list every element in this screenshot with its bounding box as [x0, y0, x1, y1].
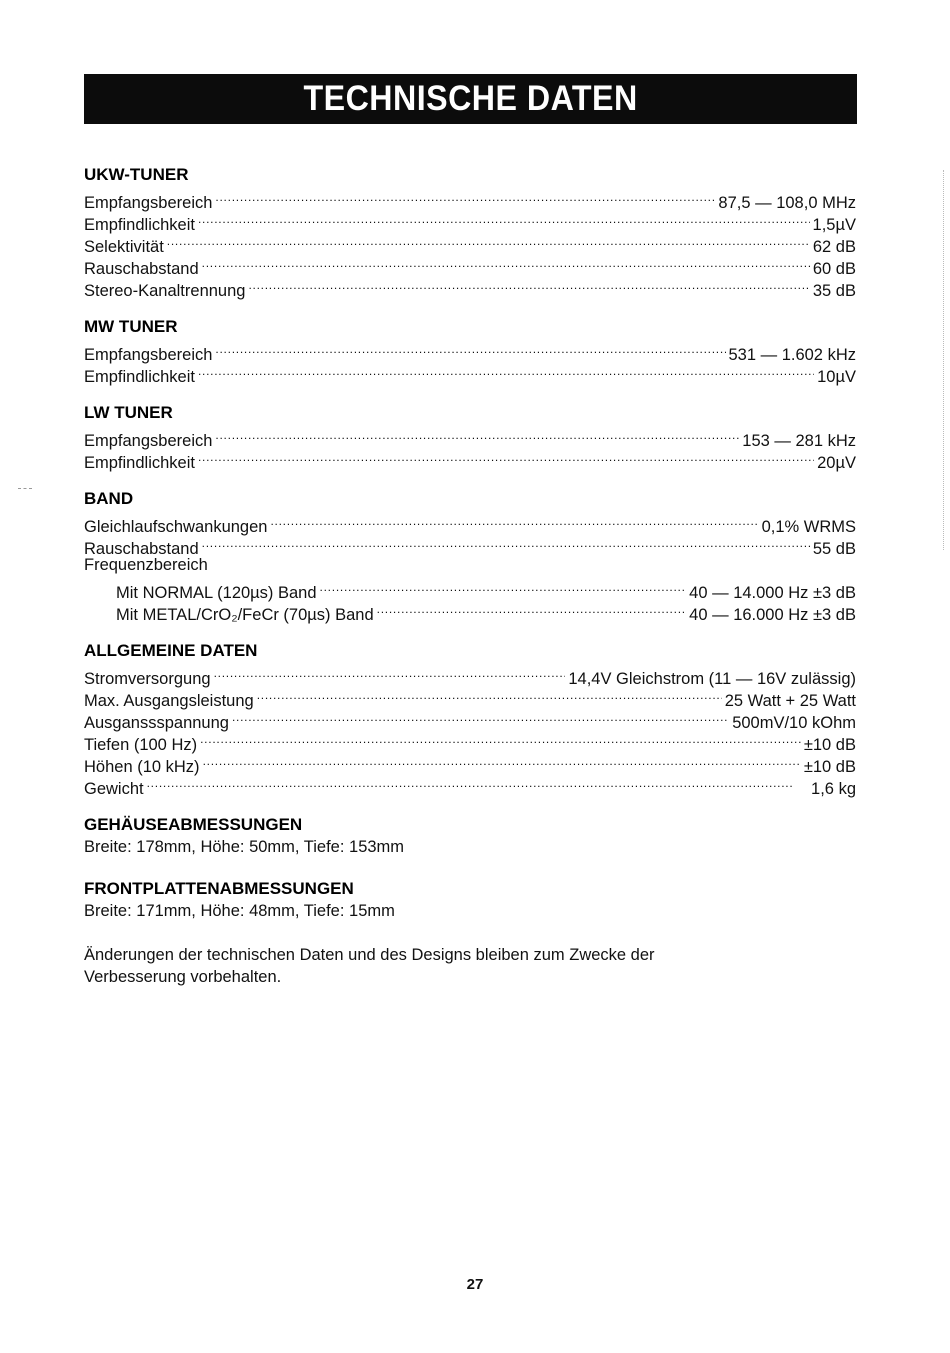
spec-label: Selektivität [84, 238, 164, 256]
dot-leader [202, 252, 810, 274]
spec-content [84, 164, 856, 1008]
spec-value: 10µV [817, 368, 856, 386]
dot-leader [377, 598, 687, 620]
dimensions-text: Breite: 178mm, Höhe: 50mm, Tiefe: 153mm [84, 838, 405, 856]
spec-label: Empfangsbereich [84, 194, 213, 212]
spec-value: 0,1% WRMS [761, 518, 856, 536]
spec-value: 20µV [817, 454, 856, 472]
dot-leader [202, 532, 810, 554]
spec-value: 500mV/10 kOhm [732, 714, 856, 732]
spec-label: Rauschabstand [84, 260, 199, 278]
scan-edge-marks [941, 170, 944, 550]
spec-value: 40 — 16.000 Hz ±3 dB [689, 606, 856, 624]
spec-value: ±10 dB [803, 758, 856, 776]
dot-leader [270, 510, 758, 532]
section-ukw-tuner [84, 164, 856, 300]
spec-label: Empfangsbereich [84, 346, 213, 364]
spec-label: Mit METAL/CrO₂/FeCr (70µs) Band [116, 606, 374, 624]
dot-leader [147, 772, 808, 794]
spec-label: Höhen (10 kHz) [84, 758, 200, 776]
section-heading: BAND [84, 489, 134, 508]
spec-value: 531 — 1.602 kHz [728, 346, 856, 364]
spec-row [84, 662, 856, 688]
dot-leader [214, 662, 566, 684]
dot-leader [248, 274, 809, 296]
section-heading: LW TUNER [84, 403, 173, 422]
spec-label: Ausganssspannung [84, 714, 229, 732]
spec-row [84, 338, 856, 364]
spec-row [84, 424, 856, 450]
spec-row [84, 360, 856, 386]
section-lw-tuner [84, 402, 856, 472]
dot-leader [215, 186, 715, 208]
dot-leader [215, 338, 725, 360]
spec-row [84, 750, 856, 776]
dimensions-text: Breite: 171mm, Höhe: 48mm, Tiefe: 15mm [84, 902, 395, 920]
section-heading: ALLGEMEINE DATEN [84, 641, 258, 660]
spec-row [84, 208, 856, 234]
spec-row [84, 252, 856, 278]
spec-value: 55 dB [812, 540, 856, 558]
spec-label: Mit NORMAL (120µs) Band [116, 584, 317, 602]
section-heading: UKW-TUNER [84, 165, 189, 184]
dot-leader [198, 446, 814, 468]
spec-value: 40 — 14.000 Hz ±3 dB [689, 584, 856, 602]
dot-leader [215, 424, 739, 446]
spec-row [84, 274, 856, 300]
spec-value: 87,5 — 108,0 MHz [718, 194, 856, 212]
spec-row [84, 446, 856, 472]
spec-label: Rauschabstand [84, 540, 199, 558]
spec-row [84, 230, 856, 256]
spec-value: 153 — 281 kHz [742, 432, 856, 450]
section-mw-tuner [84, 316, 856, 386]
notice-line: Verbesserung vorbehalten. [84, 968, 282, 986]
section-heading: FRONTPLATTENABMESSUNGEN [84, 879, 354, 898]
dot-leader [203, 750, 801, 772]
change-notice [84, 944, 856, 988]
spec-label: Tiefen (100 Hz) [84, 736, 198, 754]
spec-value: 1,5µV [812, 216, 856, 234]
spec-label: Empfindlichkeit [84, 368, 195, 386]
spec-value: 25 Watt + 25 Watt [724, 692, 856, 710]
spec-value: ±10 dB [803, 736, 856, 754]
spec-value: 62 dB [812, 238, 856, 256]
spec-label: Empfangsbereich [84, 432, 213, 450]
spec-label: Stromversorgung [84, 670, 211, 688]
section-heading: MW TUNER [84, 317, 178, 336]
spec-label: Empfindlichkeit [84, 216, 195, 234]
dot-leader [257, 684, 722, 706]
section-heading: GEHÄUSEABMESSUNGEN [84, 815, 303, 834]
spec-label: Frequenzbereich [84, 556, 208, 574]
section-band [84, 488, 856, 624]
spec-row-subheading [84, 554, 856, 576]
spec-row [84, 510, 856, 536]
dot-leader [232, 706, 729, 728]
dot-leader [167, 230, 810, 252]
dot-leader [200, 728, 801, 750]
spec-label: Empfindlichkeit [84, 454, 195, 472]
spec-row [84, 772, 856, 798]
spec-value: 35 dB [812, 282, 856, 300]
section-frontplattenabmessungen [84, 878, 856, 922]
section-allgemeine-daten [84, 640, 856, 798]
spec-row [84, 576, 856, 602]
page-title: TECHNISCHE DATEN [303, 79, 638, 118]
spec-value: 1,6 kg [811, 780, 856, 798]
spec-row [84, 186, 856, 212]
spec-label: Stereo-Kanaltrennung [84, 282, 246, 300]
spec-value: 60 dB [812, 260, 856, 278]
scan-margin-mark [18, 488, 32, 489]
page-number: 27 [466, 1276, 484, 1293]
section-gehaeuseabmessungen [84, 814, 856, 858]
dot-leader [198, 360, 814, 382]
spec-label: Gleichlaufschwankungen [84, 518, 268, 536]
page-title-banner [84, 74, 857, 124]
dot-leader [198, 208, 810, 230]
spec-label: Gewicht [84, 780, 144, 798]
spec-value: 14,4V Gleichstrom (11 — 16V zulässig) [568, 670, 856, 688]
dot-leader [320, 576, 687, 598]
notice-line: Änderungen der technischen Daten und des Designs bleiben zum Zwecke der [84, 946, 655, 964]
spec-row [84, 728, 856, 754]
spec-label: Max. Ausgangsleistung [84, 692, 254, 710]
